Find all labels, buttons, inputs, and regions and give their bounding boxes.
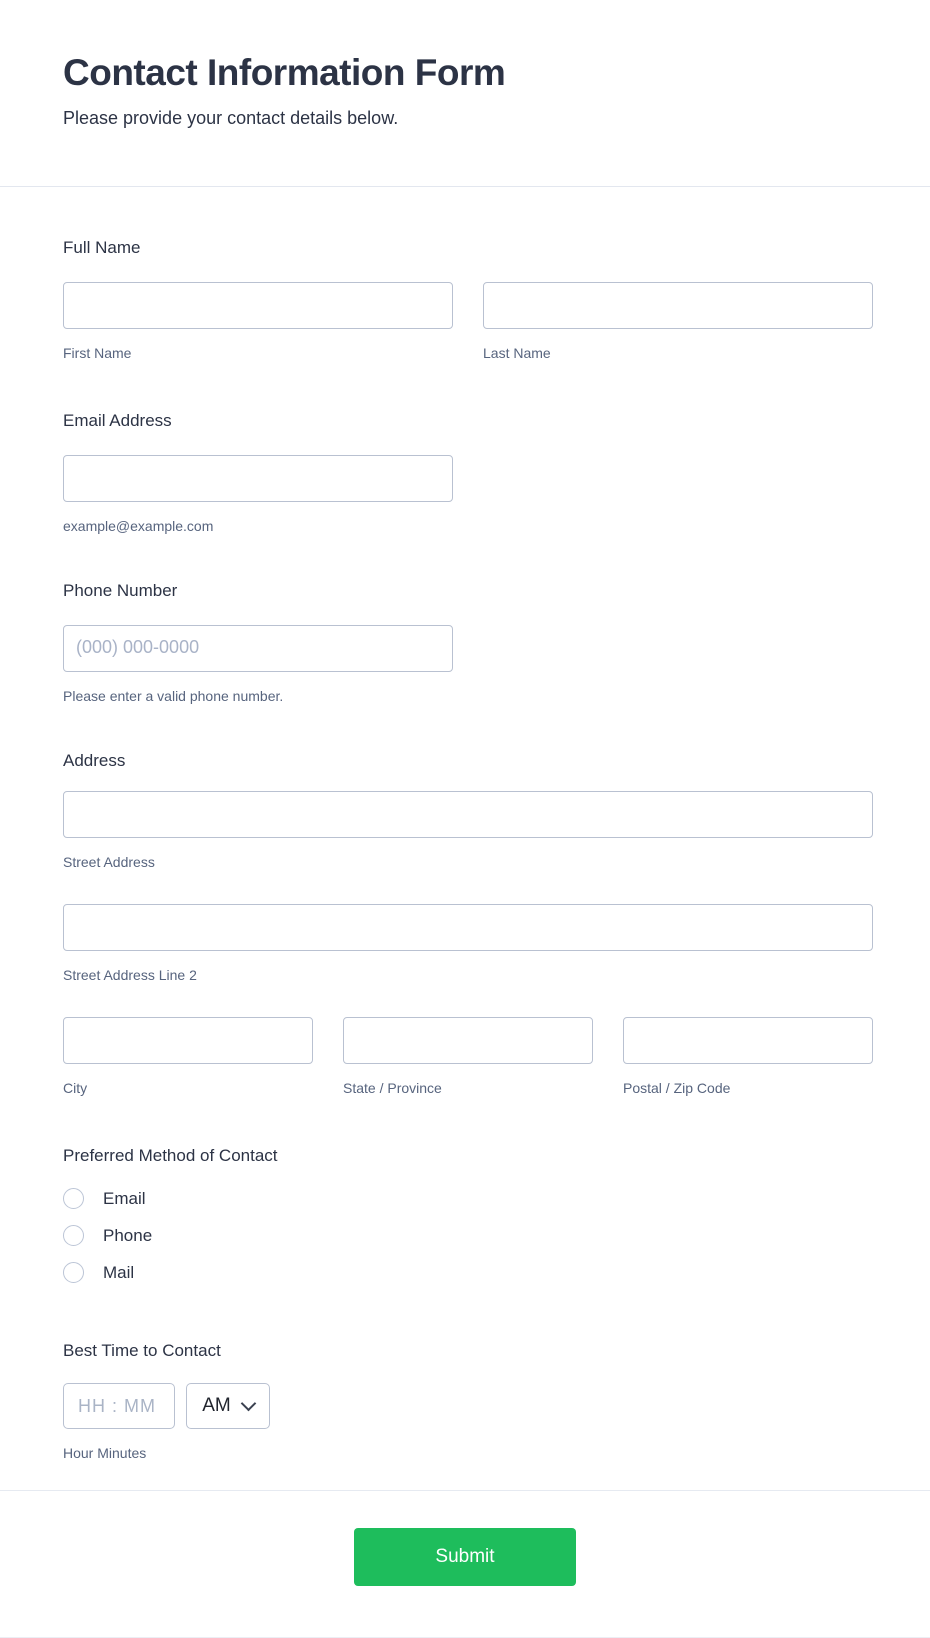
- city-input[interactable]: [63, 1017, 313, 1064]
- question-best-time: [63, 1341, 873, 1462]
- street-address-field: [63, 791, 873, 871]
- email-hint: example@example.com: [63, 518, 214, 534]
- first-name-input[interactable]: [63, 282, 453, 329]
- time-input[interactable]: [63, 1383, 175, 1429]
- city-field: [63, 1017, 313, 1097]
- last-name-field: [483, 282, 873, 362]
- street-address2-field: [63, 904, 873, 984]
- radio-button-icon[interactable]: [63, 1188, 84, 1209]
- street-address2-sublabel: Street Address Line 2: [63, 967, 197, 983]
- question-phone: [63, 581, 873, 705]
- full-name-label: Full Name: [63, 238, 141, 257]
- form-title: Contact Information Form: [63, 52, 506, 93]
- last-name-input[interactable]: [483, 282, 873, 329]
- address-label: Address: [63, 751, 126, 770]
- form-header: [0, 0, 930, 187]
- radio-option-phone[interactable]: [63, 1225, 873, 1246]
- form-subtitle: Please provide your contact details below.: [63, 108, 399, 128]
- street-address2-input[interactable]: [63, 904, 873, 951]
- state-field: [343, 1017, 593, 1097]
- question-contact-method: [63, 1146, 873, 1283]
- city-state-zip-row: [63, 1017, 873, 1097]
- zip-field: [623, 1017, 873, 1097]
- street-address-sublabel: Street Address: [63, 854, 155, 870]
- question-address: [63, 751, 873, 1097]
- radio-option-phone-label[interactable]: Phone: [103, 1226, 153, 1245]
- city-sublabel: City: [63, 1080, 88, 1096]
- zip-sublabel: Postal / Zip Code: [623, 1080, 731, 1096]
- phone-label: Phone Number: [63, 581, 178, 600]
- radio-option-mail-label[interactable]: Mail: [103, 1263, 135, 1282]
- contact-method-label: Preferred Method of Contact: [63, 1146, 278, 1165]
- state-sublabel: State / Province: [343, 1080, 442, 1096]
- best-time-controls: [63, 1383, 873, 1429]
- phone-hint: Please enter a valid phone number.: [63, 688, 284, 704]
- first-name-field: [63, 282, 453, 362]
- street-address-input[interactable]: [63, 791, 873, 838]
- contact-method-options: [63, 1188, 873, 1283]
- submit-button[interactable]: Submit: [354, 1528, 576, 1586]
- last-name-sublabel: Last Name: [483, 345, 551, 361]
- radio-option-mail[interactable]: [63, 1262, 873, 1283]
- full-name-row: [63, 282, 873, 362]
- radio-button-icon[interactable]: [63, 1262, 84, 1283]
- ampm-selected-value: AM: [202, 1395, 231, 1416]
- question-full-name: [63, 238, 873, 362]
- radio-option-email[interactable]: [63, 1188, 873, 1209]
- radio-option-email-label[interactable]: Email: [103, 1189, 146, 1208]
- email-label: Email Address: [63, 411, 172, 430]
- radio-button-icon[interactable]: [63, 1225, 84, 1246]
- best-time-sublabel: Hour Minutes: [63, 1445, 147, 1461]
- best-time-label: Best Time to Contact: [63, 1341, 221, 1360]
- ampm-dropdown[interactable]: [186, 1383, 270, 1429]
- zip-input[interactable]: [623, 1017, 873, 1064]
- phone-input[interactable]: [63, 625, 453, 672]
- chevron-down-icon: [240, 1396, 256, 1412]
- form-body: [0, 187, 930, 1490]
- question-email: [63, 411, 873, 535]
- state-input[interactable]: [343, 1017, 593, 1064]
- form-footer: [0, 1490, 930, 1637]
- first-name-sublabel: First Name: [63, 345, 132, 361]
- email-input[interactable]: [63, 455, 453, 502]
